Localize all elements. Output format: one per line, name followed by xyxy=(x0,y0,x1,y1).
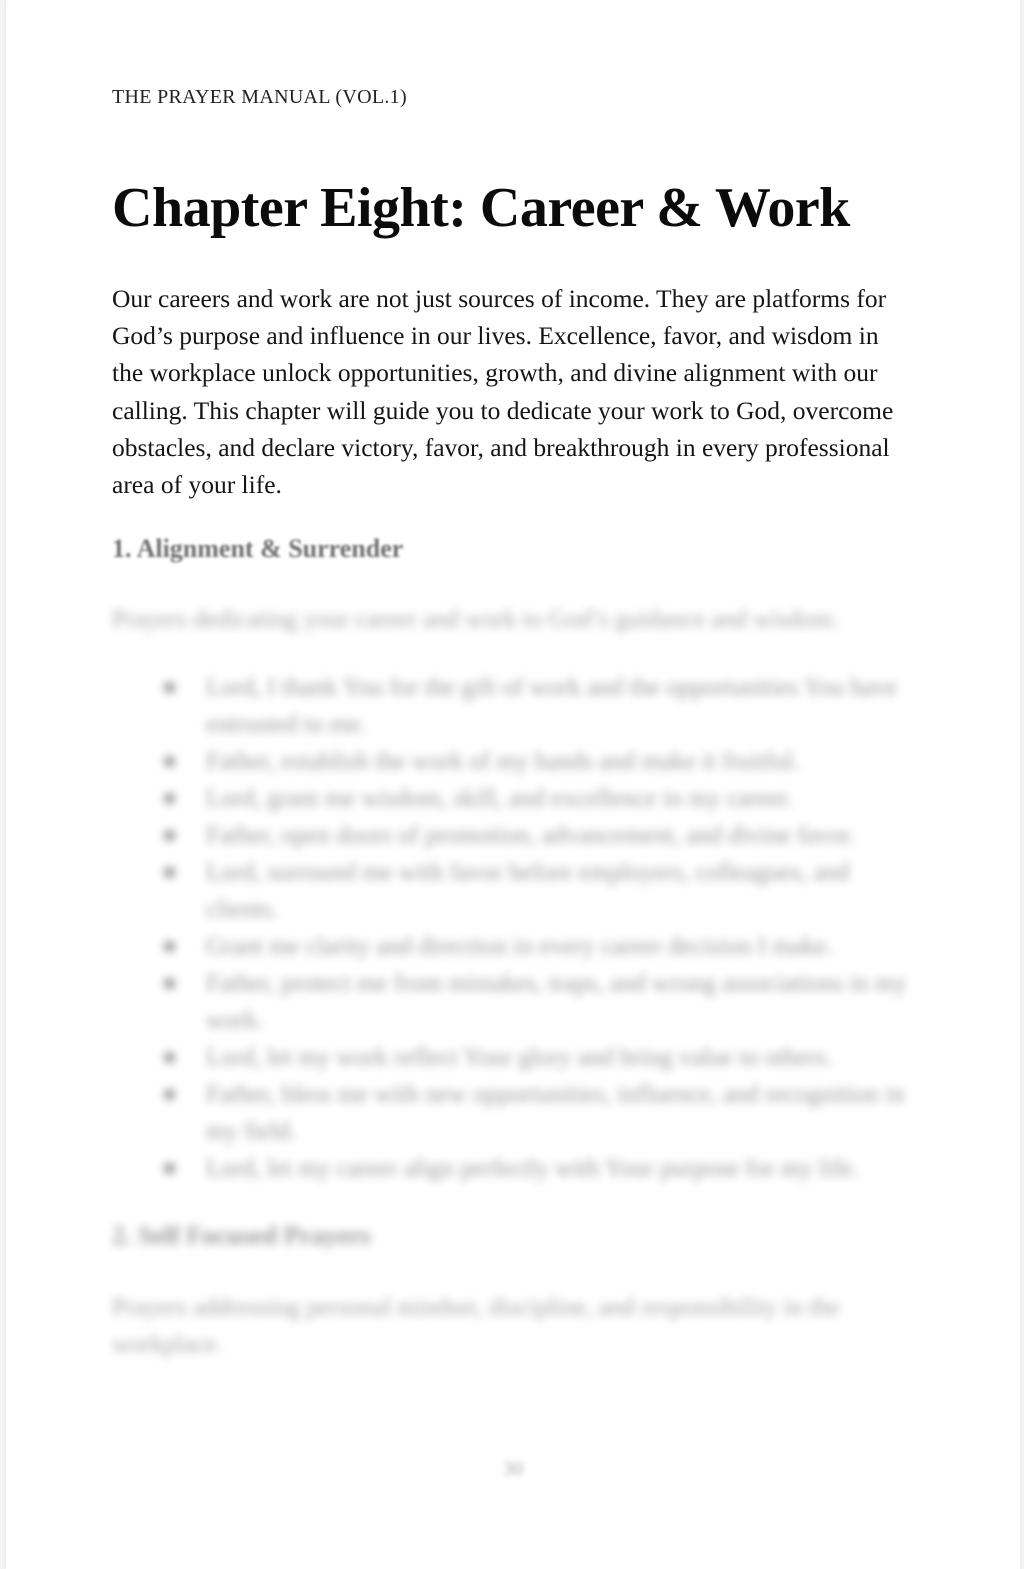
prayer-item xyxy=(112,1039,912,1076)
bullet-icon xyxy=(164,1163,175,1174)
prayer-item xyxy=(112,669,912,743)
prayer-item xyxy=(112,780,912,817)
prayer-text: Lord, grant me wisdom, skill, and excellence in my career. xyxy=(206,785,793,812)
bullet-icon xyxy=(164,867,175,878)
prayer-item xyxy=(112,1150,912,1187)
bullet-icon xyxy=(164,682,175,693)
prayer-item xyxy=(112,817,912,854)
prayer-item xyxy=(112,965,912,1039)
chapter-intro: Our careers and work are not just sources of income. They are platforms for God’s purpose and influence in our lives. Excellence, favor, and wisdom in the workplace unlock opportunities, growth, and divine alignment with our calling. This chapter will guide you to dedicate your work to God, overcome obstacles, and declare victory, favor, and breakthrough in every professional area of your life. xyxy=(112,284,894,500)
bullet-icon xyxy=(164,756,175,767)
prayer-text: Father, bless me with new opportunities, influence, and recognition in my field. xyxy=(206,1081,905,1145)
chapter-title: Chapter Eight: Career & Work xyxy=(112,177,850,239)
section-description-self-focused: Prayers addressing personal mindset, discipline, and responsibility in the workplace. xyxy=(112,1294,840,1358)
bullet-icon xyxy=(164,1052,175,1063)
section-description-alignment: Prayers dedicating your career and work to God’s guidance and wisdom. xyxy=(112,606,839,633)
prayer-item xyxy=(112,743,912,780)
bullet-icon xyxy=(164,793,175,804)
prayer-text: Lord, I thank You for the gift of work and the opportunities You have entrusted to me. xyxy=(206,674,898,738)
prayer-item xyxy=(112,928,912,965)
prayer-text: Father, open doors of promotion, advancement, and divine favor. xyxy=(206,822,855,849)
bullet-icon xyxy=(164,1089,175,1100)
prayer-text: Father, protect me from mistakes, traps, and wrong associations in my work. xyxy=(206,970,907,1034)
prayer-item xyxy=(112,1076,912,1150)
prayer-text: Grant me clarity and direction in every career decision I make. xyxy=(206,933,833,960)
prayer-text: Lord, let my work reflect Your glory and bring value to others. xyxy=(206,1044,833,1071)
bullet-icon xyxy=(164,978,175,989)
section-heading-self-focused: 2. Self Focused Prayers xyxy=(112,1221,371,1250)
page-number: 30 xyxy=(503,1458,523,1480)
book-page xyxy=(6,0,1020,1569)
running-header: THE PRAYER MANUAL (VOL.1) xyxy=(112,86,407,108)
prayer-text: Father, establish the work of my hands and make it fruitful. xyxy=(206,748,800,775)
section-heading-alignment: 1. Alignment & Surrender xyxy=(112,534,404,563)
prayer-text: Lord, surround me with favor before employers, colleagues, and clients. xyxy=(206,859,850,923)
bullet-icon xyxy=(164,941,175,952)
prayer-text: Lord, let my career align perfectly with Your purpose for my life. xyxy=(206,1155,859,1182)
bullet-icon xyxy=(164,830,175,841)
prayer-item xyxy=(112,854,912,928)
prayer-list xyxy=(112,669,912,1187)
